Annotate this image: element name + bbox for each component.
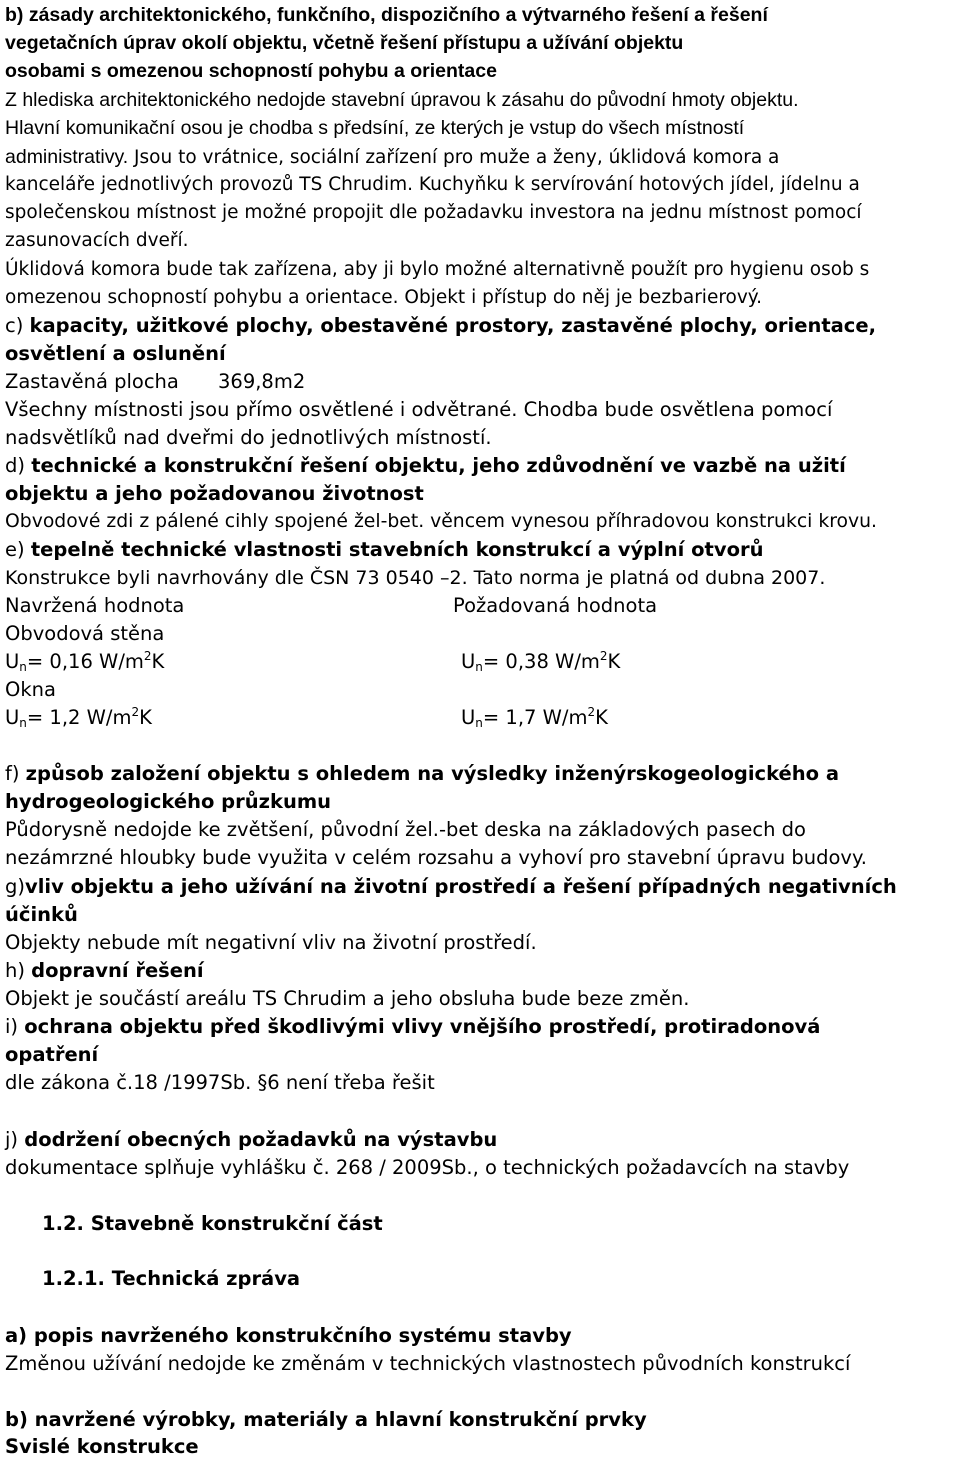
subsection-b-subheading: Svislé konstrukce — [5, 1435, 199, 1458]
section-b-text-rooms: Jsou to vrátnice, sociální zařízení pro muže a ženy, úklidová komora a — [128, 147, 780, 168]
section-e-prefix: e) — [5, 538, 31, 561]
designed-value-header: Navržená hodnota — [5, 594, 185, 617]
outer-wall-designed-u: $U_n= 0,16$ $W/m^2K$ — [5, 649, 165, 674]
section-c-text-line-1: Všechny místnosti jsou přímo osvětlené i odvětrané. Chodba bude osvětlena pomocí — [5, 398, 833, 421]
section-g-heading-line-2: účinků — [5, 903, 78, 926]
section-g-heading-text: vliv objektu a jeho užívání na životní prostředí a řešení případných negativních — [25, 875, 897, 898]
section-c-prefix: c) — [5, 314, 30, 337]
section-i-text-line-1: dle zákona č.18 /1997Sb. §6 není třeba řešit — [5, 1071, 435, 1094]
section-h-heading — [5, 957, 204, 985]
section-i-heading-line-2: opatření — [5, 1043, 99, 1066]
section-b-text-line-6: zasunovacích dveří. — [5, 230, 189, 251]
section-g-prefix: g) — [5, 875, 25, 898]
section-e-heading-line-1 — [5, 536, 763, 564]
section-f-heading-line-2: hydrogeologického průzkumu — [5, 790, 332, 813]
section-b-text-line-4 — [5, 171, 860, 199]
windows-values — [5, 704, 608, 732]
outer-wall-values — [5, 648, 621, 676]
section-f-text-line-2: nezámrzné hloubky bude využita v celém rozsahu a vyhoví pro stavební úpravu budovy. — [5, 846, 867, 869]
section-d-heading-line-1 — [5, 452, 846, 480]
section-f-heading-text: způsob založení objektu s ohledem na výsledky inženýrskogeologického a — [25, 762, 839, 785]
section-j-text-line-1: dokumentace splňuje vyhlášku č. 268 / 2009Sb., o technických požadavcích na stavby — [5, 1156, 850, 1179]
subsection-b-heading: b) navržené výrobky, materiály a hlavní konstrukční prvky — [5, 1408, 647, 1431]
section-c-area-line — [5, 368, 306, 396]
section-c-heading-text: kapacity, užitkové plochy, obestavěné prostory, zastavěné plochy, orientace, — [29, 314, 877, 337]
outer-wall-label: Obvodová stěna — [5, 622, 165, 645]
section-e-text-line-1: Konstrukce byli navrhovány dle ČSN 73 0540 –2. Tato norma je platná od dubna 2007. — [5, 567, 826, 589]
section-g-text-line-1: Objekty nebude mít negativní vliv na životní prostředí. — [5, 931, 537, 954]
section-h-prefix: h) — [5, 959, 32, 982]
section-b-heading-line-1: b) zásady architektonického, funkčního, dispozičního a výtvarného řešení a řešení — [5, 4, 768, 26]
section-b-text-line-7: Úklidová komora bude tak zařízena, aby ji bylo možné alternativně použít pro hygienu osob s — [5, 259, 870, 280]
section-c-text-line-2: nadsvětlíků nad dveřmi do jednotlivých místností. — [5, 426, 492, 449]
section-b-heading-line-3: osobami s omezenou schopností pohybu a orientace — [5, 60, 497, 82]
required-value-header: Požadovaná hodnota — [453, 594, 658, 617]
windows-required-u: $U_n= 1,7$ $W/m^2K$ — [461, 705, 608, 730]
section-b-text-kitchen: Kuchyňku k servírování hotových jídel, jídelnu a — [413, 174, 860, 195]
chapter-1-2-heading: 1.2. Stavebně konstrukční část — [42, 1212, 383, 1235]
section-i-prefix: i) — [5, 1015, 25, 1038]
section-f-prefix: f) — [5, 762, 26, 785]
section-b-text-line-5: společenskou místnost je možné propojit dle požadavku investora na jednu místnost pomocí — [5, 202, 862, 223]
built-up-area-label: Zastavěná plocha — [5, 370, 179, 393]
section-j-heading — [5, 1126, 497, 1154]
section-i-heading-text: ochrana objektu před škodlivými vlivy vnějšího prostředí, protiradonová — [24, 1015, 821, 1038]
section-g-heading-line-1 — [5, 873, 897, 901]
section-c-heading-line-1 — [5, 312, 876, 340]
section-d-prefix: d) — [5, 454, 32, 477]
subsection-a-text-line-1: Změnou užívání nedojde ke změnám v technických vlastnostech původních konstrukcí — [5, 1352, 851, 1375]
section-e-column-headers — [5, 592, 658, 620]
outer-wall-required-u: $U_n= 0,38$ $W/m^2K$ — [461, 649, 621, 674]
section-b-text-line-8: omezenou schopností pohybu a orientace. Objekt i přístup do něj je bezbarierový. — [5, 287, 762, 308]
section-f-text-line-1: Půdorysně nedojde ke zvětšení, původní žel.-bet deska na základových pasech do — [5, 818, 806, 841]
section-b-text-line-2: Hlavní komunikační osou je chodba s předsíní, ze kterých je vstup do všech místností — [5, 117, 745, 139]
section-j-heading-text: dodržení obecných požadavků na výstavbu — [24, 1128, 498, 1151]
section-c-heading-line-2: osvětlení a oslunění — [5, 342, 226, 365]
windows-designed-u: $U_n= 1,2$ $W/m^2K$ — [5, 705, 152, 730]
section-h-text-line-1: Objekt je součástí areálu TS Chrudim a jeho obsluha bude beze změn. — [5, 987, 690, 1010]
section-e-heading-text: tepelně technické vlastnosti stavebních konstrukcí a výplní otvorů — [30, 538, 764, 561]
section-b-heading-line-2: vegetačních úprav okolí objektu, včetně řešení přístupu a užívání objektu — [5, 32, 684, 54]
section-h-heading-text: dopravní řešení — [31, 959, 204, 982]
section-b-text-line-3 — [5, 143, 779, 171]
section-d-heading-text: technické a konstrukční řešení objektu, jeho zdůvodnění ve vazbě na užití — [31, 454, 846, 477]
section-b-text-administrativy: administrativy. — [5, 146, 129, 168]
section-d-text-line-1: Obvodové zdi z pálené cihly spojené žel-bet. věncem vynesou příhradovou konstrukci krovu. — [5, 511, 877, 532]
section-b-text-offices: kanceláře jednotlivých provozů TS Chrudim. — [5, 174, 413, 195]
windows-label: Okna — [5, 678, 56, 701]
section-d-heading-line-2: objektu a jeho požadovanou životnost — [5, 482, 424, 505]
subsection-a-heading: a) popis navrženého konstrukčního systému stavby — [5, 1324, 572, 1347]
built-up-area-value: 369,8m2 — [218, 370, 306, 393]
section-i-heading-line-1 — [5, 1013, 820, 1041]
chapter-1-2-1-heading: 1.2.1. Technická zpráva — [42, 1267, 301, 1290]
section-j-prefix: j) — [5, 1128, 25, 1151]
section-b-text-line-1: Z hlediska architektonického nedojde stavební úpravou k zásahu do původní hmoty objektu. — [5, 89, 799, 111]
section-f-heading-line-1 — [5, 760, 839, 788]
